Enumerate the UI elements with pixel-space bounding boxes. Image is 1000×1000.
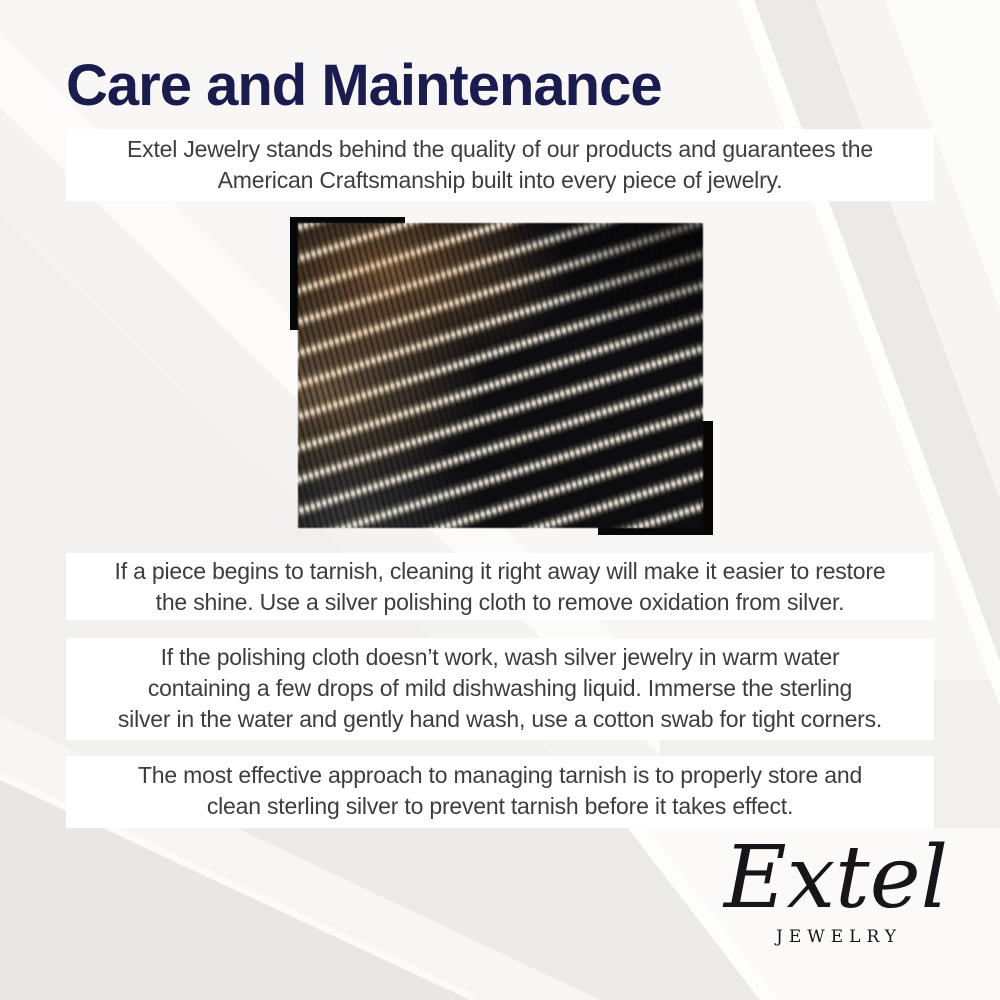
paragraph-line: containing a few drops of mild dishwashing liquid. Immerse the sterling [147, 675, 853, 701]
logo-tagline: JEWELRY [776, 927, 902, 947]
paragraph-line: If the polishing cloth doesn’t work, wash silver jewelry in warm water [160, 644, 840, 670]
logo-brand-name: Extel [723, 828, 949, 928]
care-paragraph-storage [66, 756, 934, 828]
paragraph-line: The most effective approach to managing tarnish is to properly store and [137, 762, 863, 788]
silver-chains-photo [298, 223, 703, 528]
paragraph-line: silver in the water and gently hand wash, use a cotton swab for tight corners. [117, 706, 883, 732]
care-paragraph-tarnish [66, 553, 934, 620]
page-title: Care and Maintenance [66, 53, 662, 118]
intro-text-band [66, 129, 934, 201]
intro-line-1: Extel Jewelry stands behind the quality of our products and guarantees the [127, 136, 873, 162]
paragraph-line: the shine. Use a silver polishing cloth to remove oxidation from silver. [155, 589, 845, 615]
care-paragraph-washing [66, 638, 934, 740]
extel-jewelry-logo [706, 826, 966, 948]
intro-line-2: American Craftsmanship built into every piece of jewelry. [217, 167, 783, 193]
paragraph-line: clean sterling silver to prevent tarnish before it takes effect. [206, 793, 794, 819]
paragraph-line: If a piece begins to tarnish, cleaning it right away will make it easier to restore [114, 558, 886, 584]
